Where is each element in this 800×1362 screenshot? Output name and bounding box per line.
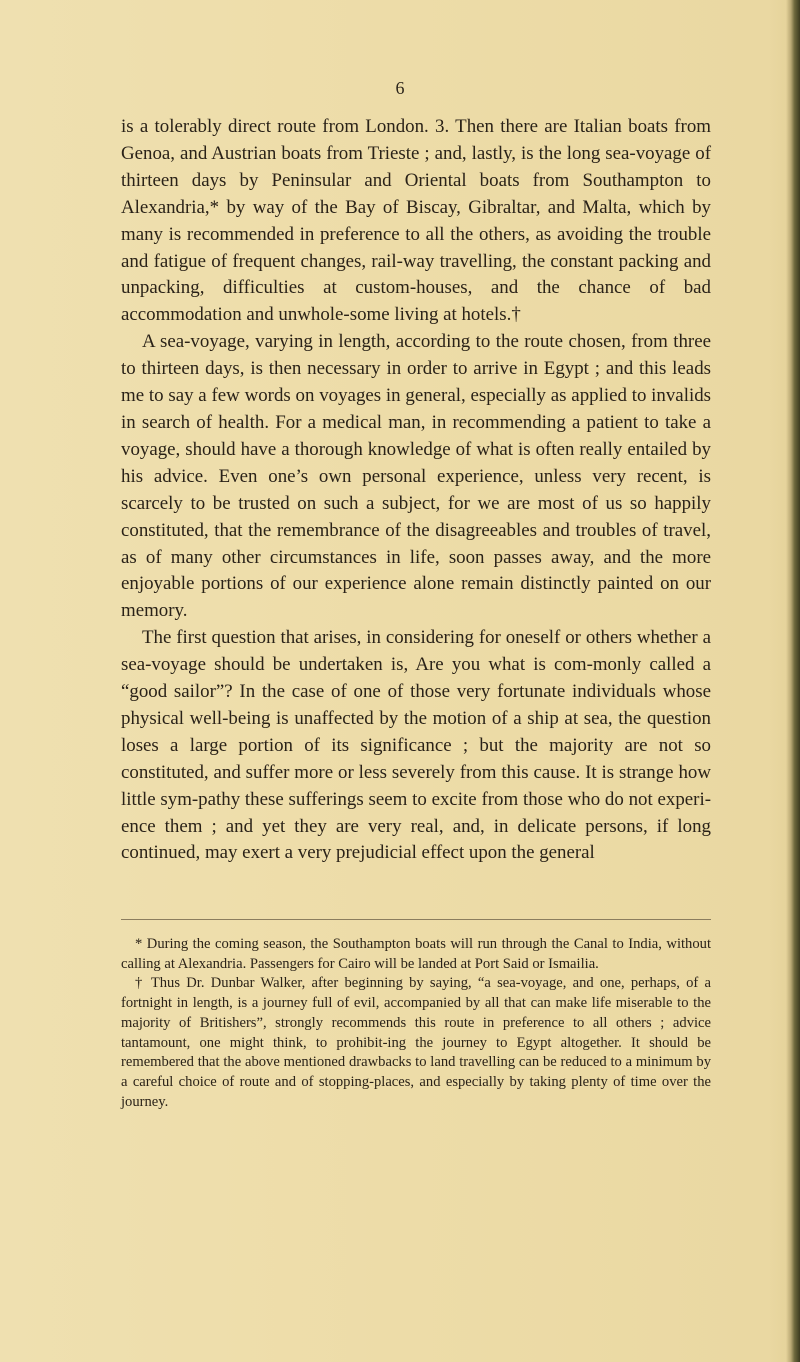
footnote-divider bbox=[121, 919, 711, 920]
paragraph: The first question that arises, in considering for oneself or others whether a sea-voyage should be undertaken is, Are you what is com-monly called a “good sailor”? In the case of one of those very fortunate individuals whose physical well-being is unaffected by the motion of a ship at sea, the question loses a large portion of its significance ; but the majority are not so constituted, and suffer more or less severely from this cause. It is strange how little sym-pathy these sufferings seem to excite from those who do not experi-ence them ; and yet they are very real, and, in delicate persons, if long continued, may exert a very prejudicial effect upon the general bbox=[121, 627, 711, 864]
paragraph: A sea-voyage, varying in length, according to the route chosen, from three to thirteen days, is then necessary in order to arrive in Egypt ; and this leads me to say a few words on voyages in general, especially as applied to invalids in search of health. For a medical man, in recommending a patient to take a voyage, should have a thorough knowledge of what is often really entailed by his advice. Even one’s own personal experience, unless very recent, is scarcely to be trusted on such a subject, for we are most of us so happily constituted, that the remembrance of the disagreeables and troubles of travel, as of many other circumstances in life, soon passes away, and the more enjoyable portions of our experience alone remain distinctly painted on our memory. bbox=[121, 331, 711, 622]
paragraph: is a tolerably direct route from London. 3. Then there are Italian boats from Genoa, and Austrian boats from Trieste ; and, lastly, is the long sea-voyage of thirteen days by Peninsular and Oriental boats from Southampton to Alexandria,* by way of the Bay of Biscay, Gibraltar, and Malta, which by many is recommended in preference to all the others, as avoiding the trouble and fatigue of frequent changes, rail-way travelling, the constant packing and unpacking, difficulties at custom-houses, and the chance of bad accommodation and unwhole-some living at hotels.† bbox=[121, 116, 711, 326]
footnote: † Thus Dr. Dunbar Walker, after beginning by saying, “a sea-voyage, and one, perhaps, of a fortnight in length, is a journey full of evil, accompanied by all that can make life miserable to the majority of Britishers”, strongly recommends this route in preference to all others ; advice tantamount, one might think, to prohibit-ing the journey to Egypt altogether. It should be remembered that the above mentioned drawbacks to land travelling can be reduced to a minimum by a careful choice of route and of stopping-places, and especially by taking plenty of time over the journey. bbox=[121, 975, 711, 1110]
footnote: * During the coming season, the Southampton boats will run through the Canal to India, without calling at Alexandria. Passengers for Cairo will be landed at Port Said or Ismailia. bbox=[121, 936, 711, 972]
footnotes bbox=[121, 935, 711, 1112]
page-edge-shadow bbox=[786, 0, 800, 1362]
page-number: 6 bbox=[395, 78, 405, 98]
main-text bbox=[121, 114, 711, 867]
